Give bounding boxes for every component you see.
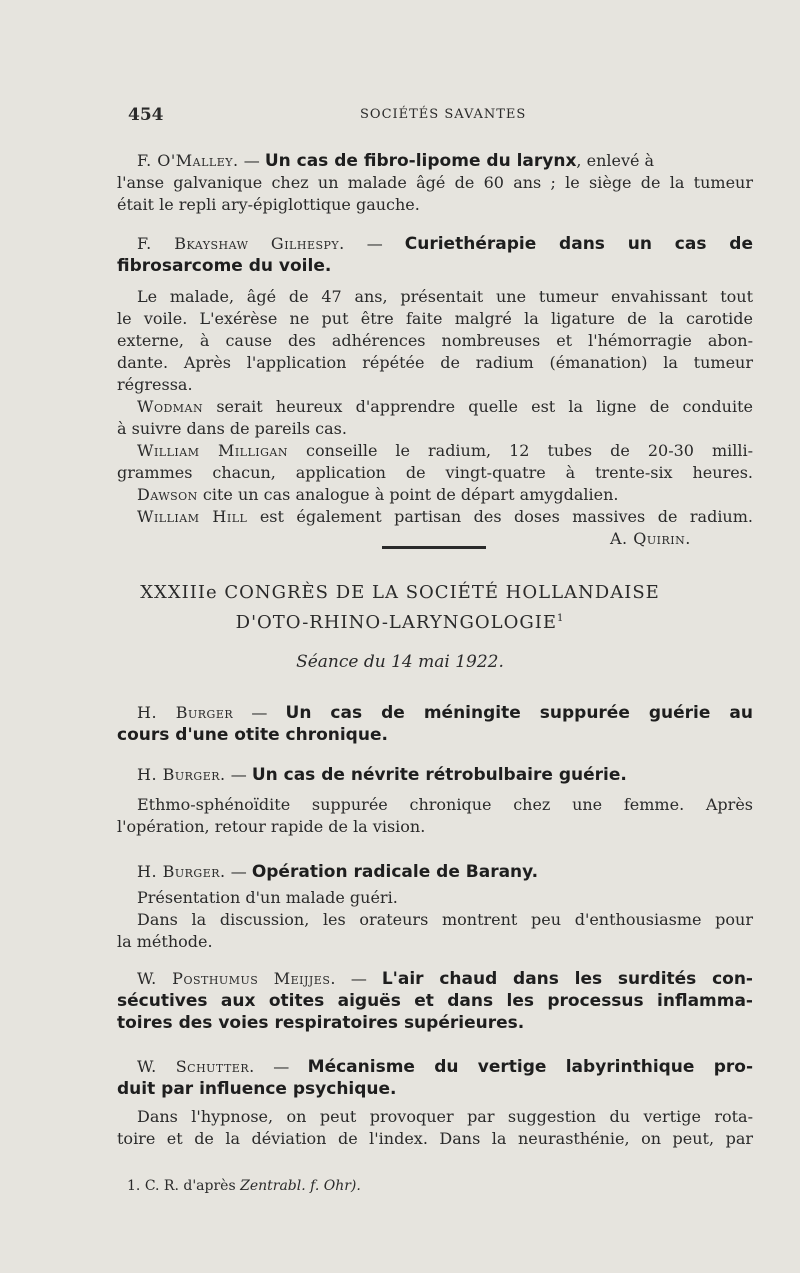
session-date: Séance du 14 mai 1922.: [296, 652, 504, 672]
title-posthumus-c: toires des voies respiratoires supérieures.: [117, 1013, 525, 1033]
title-gilhespy-a: Curiethérapie dans un cas de: [404, 234, 753, 254]
author-burger1: H. Burger: [137, 703, 234, 722]
gilhespy-p1-line: dante. Après l'application répétée de radium (émanation) la tumeur: [117, 353, 753, 372]
posthumus-heading: W. Posthumus Meijjes. — L'air chaud dans les surdités con-: [137, 969, 753, 989]
footnote-mark: 1.: [127, 1178, 141, 1194]
author-wodman: Wodman: [137, 397, 204, 416]
congress-title-line1: XXXIIIe CONGRÈS DE LA SOCIÉTÉ HOLLANDAISE: [140, 582, 660, 603]
footnote-source: Zentrabl. f. Ohr).: [240, 1178, 361, 1194]
author-omalley: F. O'Malley.: [137, 151, 239, 170]
burger3-heading: H. Burger. — Opération radicale de Barany.: [137, 862, 539, 882]
gilhespy-heading: [137, 234, 753, 254]
burger3-body-line: la méthode.: [117, 932, 213, 951]
hill-line: [137, 507, 753, 527]
author-hill: William Hill: [137, 507, 248, 526]
milligan-text-a: conseille le radium, 12 tubes de 20-30 milli-: [306, 441, 754, 460]
burger2-body-line: Ethmo-sphénoïdite suppurée chronique chez une femme. Après: [137, 795, 753, 814]
gilhespy-p1-line: régressa.: [117, 375, 193, 394]
congress-title-line2: [0, 612, 800, 633]
hill-text: est également partisan des doses massives de radium.: [259, 507, 753, 526]
schutter-body-line: Dans l'hypnose, on peut provoquer par suggestion du vertige rota-: [137, 1107, 753, 1126]
congress-title-line2-text: D'OTO-RHINO-LARYNGOLOGIE: [235, 612, 557, 633]
gilhespy-p1-line: Le malade, âgé de 47 ans, présentait une tumeur envahissant tout: [137, 287, 753, 306]
signature: A. Quirin.: [610, 529, 691, 548]
author-milligan: William Milligan: [137, 441, 288, 460]
milligan-line: [137, 441, 753, 461]
schutter-body-line: toire et de la déviation de l'index. Dans la neurasthénie, on peut, par: [117, 1129, 753, 1148]
gilhespy-p1-line: externe, à cause des adhérences nombreuses et l'hémorragie abon-: [117, 331, 753, 350]
dawson-line: [137, 485, 753, 505]
running-title: SOCIÉTÉS SAVANTES: [360, 107, 527, 122]
burger2-body-line: l'opération, retour rapide de la vision.: [117, 817, 426, 836]
schutter-heading: W. Schutter. — Mécanisme du vertige labyrinthique pro-: [137, 1057, 754, 1077]
footnote-text: C. R. d'après: [144, 1178, 236, 1194]
title-gilhespy-b: fibrosarcome du voile.: [117, 256, 332, 276]
title-omalley: Un cas de fibro-lipome du larynx: [264, 151, 577, 171]
wodman-text-b: à suivre dans de pareils cas.: [117, 419, 347, 438]
heading-dash: —: [366, 234, 383, 253]
wodman-text-a: serait heureux d'apprendre quelle est la ligne de conduite: [216, 397, 753, 416]
author-dawson: Dawson: [137, 485, 198, 504]
burger2-heading: H. Burger. — Un cas de névrite rétrobulbaire guérie.: [137, 765, 627, 785]
omalley-text-1: , enlevé à: [576, 151, 655, 170]
author-posthumus: W. Posthumus Meijjes.: [137, 969, 336, 988]
burger1-heading: H. Burger — Un cas de méningite suppurée guérie au: [137, 703, 754, 723]
burger3-body-line: Présentation d'un malade guéri.: [137, 888, 398, 907]
title-burger3: Opération radicale de Barany.: [251, 862, 539, 882]
title-posthumus-b: sécutives aux otites aiguës et dans les processus inflamma-: [117, 991, 753, 1011]
burger3-body-line: Dans la discussion, les orateurs montrent peu d'enthousiasme pour: [137, 910, 753, 929]
omalley-heading: F. O'Malley. — Un cas de fibro-lipome du larynx, enlevé à: [137, 151, 655, 171]
title-schutter-a: Mécanisme du vertige labyrinthique pro-: [307, 1057, 754, 1077]
title-posthumus-a: L'air chaud dans les surdités con-: [381, 969, 753, 989]
omalley-text-3: était le repli ary-épiglottique gauche.: [117, 195, 420, 214]
footnote-ref: 1: [556, 613, 565, 624]
omalley-text-2: l'anse galvanique chez un malade âgé de 60 ans ; le siège de la tumeur: [117, 173, 753, 192]
title-burger1-b: cours d'une otite chronique.: [117, 725, 388, 745]
title-burger1-a: Un cas de méningite suppurée guérie au: [285, 703, 754, 723]
wodman-line: [137, 397, 753, 417]
author-gilhespy: F. Bkayshaw Gilhespy.: [137, 234, 345, 253]
author-schutter: W. Schutter.: [137, 1057, 255, 1076]
milligan-text-b: grammes chacun, application de vingt-quatre à trente-six heures.: [117, 463, 753, 482]
title-burger2: Un cas de névrite rétrobulbaire guérie.: [251, 765, 627, 785]
author-burger3: H. Burger.: [137, 862, 226, 881]
footnote: [127, 1178, 361, 1194]
page-number: 454: [128, 105, 164, 125]
author-burger2: H. Burger.: [137, 765, 226, 784]
dawson-text: cite un cas analogue à point de départ amygdalien.: [202, 485, 619, 504]
section-divider: [382, 546, 486, 549]
title-schutter-b: duit par influence psychique.: [117, 1079, 397, 1099]
gilhespy-p1-line: le voile. L'exérèse ne put être faite malgré la ligature de la carotide: [117, 309, 753, 328]
